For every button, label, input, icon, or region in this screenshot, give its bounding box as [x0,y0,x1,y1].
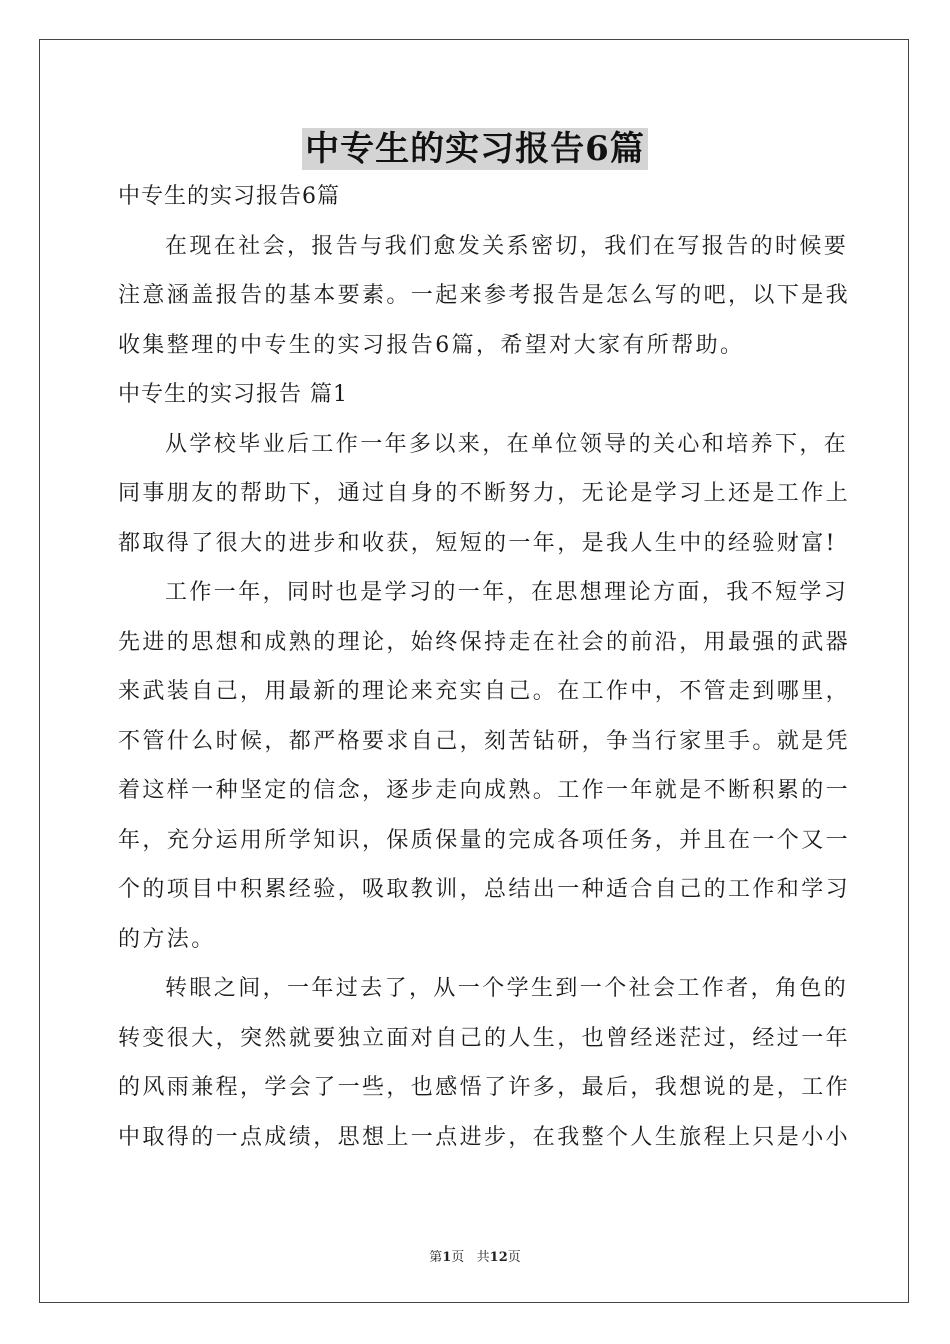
paragraph-line: 来武装自己，用最新的理论来充实自己。在工作中，不管走到哪里， [118,679,851,704]
paragraph-line: 转变很大，突然就要独立面对自己的人生，也曾经迷茫过，经过一年 [118,1025,851,1051]
current-page-number: 1 [442,1250,452,1265]
paragraph-line: 的方法。 [118,926,216,952]
page-label-suffix: 页 [507,1250,521,1265]
document-body [118,172,851,1162]
total-pages-number: 12 [489,1250,508,1265]
title-container [0,128,950,170]
paragraph-line: 先进的思想和成熟的理论，始终保持走在社会的前沿，用最强的武器 [118,629,851,655]
page-footer [0,1246,950,1265]
section-heading: 中专生的实习报告6篇 [118,184,340,209]
section-heading: 中专生的实习报告 篇1 [118,382,348,407]
paragraph-line: 都取得了很大的进步和收获，短短的一年，是我人生中的经验财富! [118,530,837,556]
paragraph-line: 从学校毕业后工作一年多以来，在单位领导的关心和培养下，在 [165,431,849,457]
paragraph-line: 的风雨兼程，学会了一些，也感悟了许多，最后，我想说的是，工作 [118,1075,851,1100]
paragraph-line: 着这样一种坚定的信念，逐步走向成熟。工作一年就是不断积累的一 [118,778,851,803]
page-label-mid: 页 共 [451,1250,490,1265]
paragraph-line: 转眼之间，一年过去了，从一个学生到一个社会工作者，角色的 [165,976,849,1001]
paragraph-line: 收集整理的中专生的实习报告6篇，希望对大家有所帮助。 [118,332,745,358]
paragraph-line: 同事朋友的帮助下，通过自身的不断努力，无论是学习上还是工作上 [118,481,851,506]
paragraph-line: 不管什么时候，都严格要求自己，刻苦钻研，争当行家里手。就是凭 [118,728,851,754]
paragraph-line: 个的项目中积累经验，吸取教训，总结出一种适合自己的工作和学习 [118,877,851,902]
page-label-prefix: 第 [429,1250,443,1265]
paragraph-line: 工作一年，同时也是学习的一年，在思想理论方面，我不短学习 [165,580,849,605]
paragraph-line: 中取得的一点成绩，思想上一点进步，在我整个人生旅程上只是小小 [118,1124,851,1150]
document-title: 中专生的实习报告6篇 [302,128,648,170]
paragraph-line: 年，充分运用所学知识，保质保量的完成各项任务，并且在一个又一 [118,827,851,853]
paragraph-line: 注意涵盖报告的基本要素。一起来参考报告是怎么写的吧，以下是我 [118,283,851,308]
paragraph-line: 在现在社会，报告与我们愈发关系密切，我们在写报告的时候要 [165,233,849,259]
